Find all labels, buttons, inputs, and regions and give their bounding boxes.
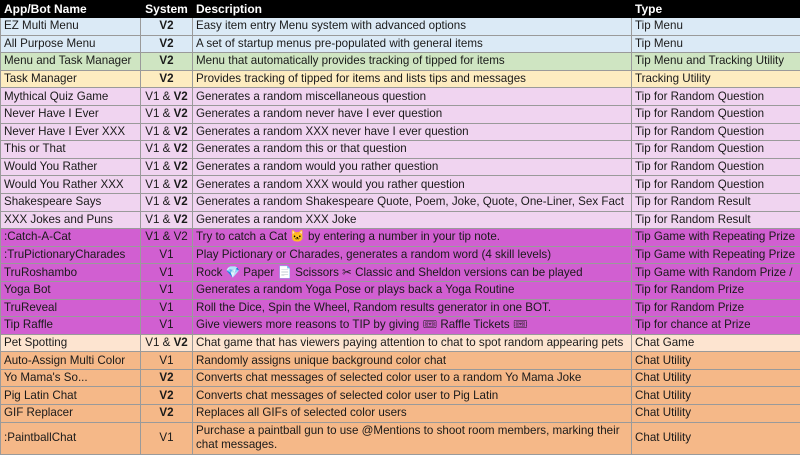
system-v2: V2 — [174, 142, 188, 155]
system-v1: V1 — [159, 248, 173, 261]
table-row — [1, 334, 800, 352]
row-description: Randomly assigns unique background color chat — [193, 352, 632, 370]
row-name: :Catch-A-Cat — [1, 229, 141, 247]
row-name: Menu and Task Manager — [1, 53, 141, 71]
row-description: Generates a random XXX never have I ever question — [193, 123, 632, 141]
row-name: Never Have I Ever — [1, 105, 141, 123]
row-system — [141, 176, 193, 194]
row-system — [141, 123, 193, 141]
row-name: GIF Replacer — [1, 405, 141, 423]
row-description: Play Pictionary or Charades, generates a random word (4 skill levels) — [193, 246, 632, 264]
system-v2: V2 — [159, 72, 173, 85]
header-row — [1, 1, 800, 18]
system-v1: V1 & — [145, 125, 173, 138]
system-v2: V2 — [174, 195, 188, 208]
system-v1: V1 — [159, 283, 173, 296]
system-v2: V2 — [174, 213, 188, 226]
system-v2: V2 — [174, 160, 188, 173]
row-type: Tip Menu — [632, 35, 800, 53]
row-name: Tip Raffle — [1, 317, 141, 335]
row-system — [141, 18, 193, 36]
row-name: TruReveal — [1, 299, 141, 317]
table-row — [1, 123, 800, 141]
row-type: Chat Utility — [632, 369, 800, 387]
system-v2: V2 — [159, 406, 173, 419]
row-name: All Purpose Menu — [1, 35, 141, 53]
row-name: Pig Latin Chat — [1, 387, 141, 405]
row-type: Tip for Random Result — [632, 211, 800, 229]
row-name: Pet Spotting — [1, 334, 141, 352]
table-row — [1, 70, 800, 88]
row-type: Tip for Random Prize — [632, 299, 800, 317]
table-row — [1, 246, 800, 264]
system-v2: V2 — [174, 336, 188, 349]
table-row — [1, 264, 800, 282]
row-name: Task Manager — [1, 70, 141, 88]
table-row — [1, 387, 800, 405]
row-system — [141, 387, 193, 405]
row-system — [141, 246, 193, 264]
row-type: Chat Utility — [632, 422, 800, 454]
row-description: Generates a random XXX Joke — [193, 211, 632, 229]
row-type: Tip for Random Question — [632, 123, 800, 141]
table-row — [1, 35, 800, 53]
system-v1: V1 — [159, 318, 173, 331]
system-v2: V2 — [174, 125, 188, 138]
row-system — [141, 158, 193, 176]
system-v1: V1 & V2 — [145, 230, 188, 243]
row-system — [141, 422, 193, 454]
row-description: Try to catch a Cat 🐱 by entering a number in your tip note. — [193, 229, 632, 247]
row-system — [141, 88, 193, 106]
table-row — [1, 211, 800, 229]
row-description: Roll the Dice, Spin the Wheel, Random results generator in one BOT. — [193, 299, 632, 317]
row-description: Generates a random Shakespeare Quote, Poem, Joke, Quote, One-Liner, Sex Fact — [193, 193, 632, 211]
system-v1: V1 & — [145, 142, 173, 155]
system-v2: V2 — [174, 178, 188, 191]
table-row — [1, 158, 800, 176]
table-row — [1, 18, 800, 36]
system-v2: V2 — [159, 19, 173, 32]
row-type: Tip Game with Repeating Prize — [632, 246, 800, 264]
system-v1: V1 — [159, 266, 173, 279]
row-system — [141, 229, 193, 247]
row-name: Auto-Assign Multi Color — [1, 352, 141, 370]
row-system — [141, 299, 193, 317]
row-system — [141, 141, 193, 159]
row-type: Tip for Random Question — [632, 158, 800, 176]
row-system — [141, 105, 193, 123]
header-name: App/Bot Name — [1, 1, 141, 18]
row-system — [141, 193, 193, 211]
system-v2: V2 — [159, 37, 173, 50]
row-type: Tip for Random Result — [632, 193, 800, 211]
system-v1: V1 — [159, 354, 173, 367]
row-description: Generates a random miscellaneous question — [193, 88, 632, 106]
row-system — [141, 211, 193, 229]
row-description: Generates a random this or that question — [193, 141, 632, 159]
row-description: Replaces all GIFs of selected color users — [193, 405, 632, 423]
row-system — [141, 352, 193, 370]
header-description: Description — [193, 1, 632, 18]
row-name: Mythical Quiz Game — [1, 88, 141, 106]
row-name: Never Have I Ever XXX — [1, 123, 141, 141]
row-type: Chat Utility — [632, 387, 800, 405]
row-description: Converts chat messages of selected color user to a random Yo Mama Joke — [193, 369, 632, 387]
row-name: Yoga Bot — [1, 281, 141, 299]
row-type: Tip for Random Question — [632, 141, 800, 159]
row-type: Chat Game — [632, 334, 800, 352]
system-v2: V2 — [174, 107, 188, 120]
row-description: Converts chat messages of selected color user to Pig Latin — [193, 387, 632, 405]
row-type: Chat Utility — [632, 352, 800, 370]
row-type: Tip Menu and Tracking Utility — [632, 53, 800, 71]
system-v1: V1 & — [145, 90, 173, 103]
row-system — [141, 53, 193, 71]
row-name: Yo Mama's So... — [1, 369, 141, 387]
row-name: :TruPictionaryCharades — [1, 246, 141, 264]
row-description: Generates a random never have I ever question — [193, 105, 632, 123]
row-system — [141, 35, 193, 53]
row-description: Purchase a paintball gun to use @Mentions to shoot room members, marking their chat messages. — [193, 422, 632, 454]
row-system — [141, 264, 193, 282]
row-type: Chat Utility — [632, 405, 800, 423]
row-description: Give viewers more reasons to TIP by giving 🎟 Raffle Tickets 🎟 — [193, 317, 632, 335]
row-name: TruRoshambo — [1, 264, 141, 282]
row-name: Would You Rather XXX — [1, 176, 141, 194]
system-v2: V2 — [159, 389, 173, 402]
system-v2: V2 — [159, 371, 173, 384]
row-type: Tip for Random Question — [632, 88, 800, 106]
system-v1: V1 — [159, 301, 173, 314]
row-description: Generates a random would you rather question — [193, 158, 632, 176]
row-description: Chat game that has viewers paying attention to chat to spot random appearing pets — [193, 334, 632, 352]
table-row — [1, 281, 800, 299]
row-description: Generates a random Yoga Pose or plays back a Yoga Routine — [193, 281, 632, 299]
system-v1: V1 & — [145, 195, 173, 208]
row-type: Tip for Random Question — [632, 176, 800, 194]
row-description: Easy item entry Menu system with advanced options — [193, 18, 632, 36]
row-description: Rock 💎 Paper 📄 Scissors ✂ Classic and Sheldon versions can be played — [193, 264, 632, 282]
row-type: Tip Game with Random Prize / — [632, 264, 800, 282]
row-description: Provides tracking of tipped for items and lists tips and messages — [193, 70, 632, 88]
system-v2: V2 — [159, 54, 173, 67]
row-system — [141, 317, 193, 335]
table-row — [1, 229, 800, 247]
row-system — [141, 334, 193, 352]
table-row — [1, 299, 800, 317]
system-v1: V1 & — [145, 178, 173, 191]
header-type: Type — [632, 1, 800, 18]
row-description: A set of startup menus pre-populated with general items — [193, 35, 632, 53]
row-type: Tracking Utility — [632, 70, 800, 88]
table-row — [1, 352, 800, 370]
table-row — [1, 317, 800, 335]
row-system — [141, 281, 193, 299]
table-row — [1, 141, 800, 159]
table-row — [1, 193, 800, 211]
row-system — [141, 70, 193, 88]
table-row — [1, 422, 800, 454]
system-v1: V1 & — [145, 213, 173, 226]
header-system: System — [141, 1, 193, 18]
table-row — [1, 88, 800, 106]
row-name: Shakespeare Says — [1, 193, 141, 211]
system-v1: V1 & — [145, 160, 173, 173]
row-system — [141, 369, 193, 387]
table-row — [1, 105, 800, 123]
table-row — [1, 176, 800, 194]
row-description: Menu that automatically provides tracking of tipped for items — [193, 53, 632, 71]
row-type: Tip Menu — [632, 18, 800, 36]
row-type: Tip for Random Prize — [632, 281, 800, 299]
row-name: Would You Rather — [1, 158, 141, 176]
system-v2: V2 — [174, 90, 188, 103]
row-description: Generates a random XXX would you rather question — [193, 176, 632, 194]
row-name: EZ Multi Menu — [1, 18, 141, 36]
system-v1: V1 — [159, 431, 173, 444]
table-row — [1, 369, 800, 387]
row-type: Tip Game with Repeating Prize — [632, 229, 800, 247]
table-row — [1, 53, 800, 71]
system-v1: V1 & — [145, 107, 173, 120]
row-system — [141, 405, 193, 423]
system-v1: V1 & — [145, 336, 173, 349]
row-type: Tip for chance at Prize — [632, 317, 800, 335]
row-name: XXX Jokes and Puns — [1, 211, 141, 229]
table-row — [1, 405, 800, 423]
row-name: :PaintballChat — [1, 422, 141, 454]
row-name: This or That — [1, 141, 141, 159]
row-type: Tip for Random Question — [632, 105, 800, 123]
table-body — [1, 18, 800, 455]
